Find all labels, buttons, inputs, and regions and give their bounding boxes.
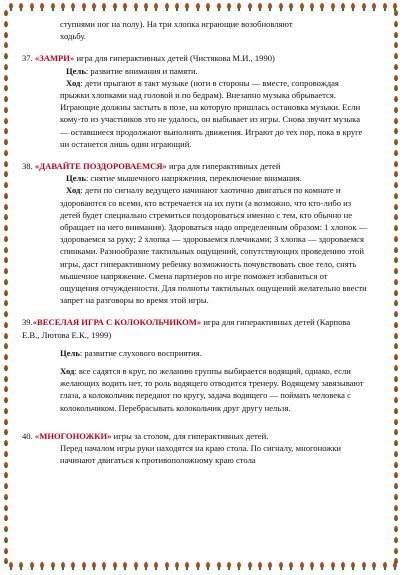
border-leaf-icon: [39, 3, 45, 11]
border-leaf-icon: [393, 204, 401, 210]
border-leaf-icon: [3, 161, 11, 167]
border-leaf-icon: [3, 365, 11, 371]
border-leaf-icon: [393, 333, 401, 339]
goal-label: Цель: [66, 65, 86, 76]
border-leaf-icon: [393, 376, 401, 382]
border-leaf-icon: [3, 451, 11, 457]
goal-text: : снятие мышечного напряжения, переключение внимания.: [85, 173, 302, 184]
border-leaf-icon: [393, 472, 401, 478]
game-subtitle: игра для гиперактивных детей: [166, 161, 281, 172]
border-leaf-icon: [236, 3, 242, 11]
border-leaf-icon: [143, 3, 149, 11]
border-leaf-icon: [205, 3, 211, 11]
border-leaf-icon: [257, 3, 263, 11]
border-leaf-icon: [226, 562, 232, 570]
border-leaf-icon: [174, 562, 180, 570]
border-leaf-icon: [393, 161, 401, 167]
border-leaf-icon: [393, 365, 401, 371]
border-leaf-icon: [340, 3, 346, 11]
move-text: : дети по сигналу ведущего начинают хаотично двигаться по комнате и здороваются со всеми, кто встречается на их пути (а возможно, что кто-либо из детей будет специально стремиться поздороваться именно с тем, кто обычно не обращает на него внимания). Здороваться надо определенным образом: 1 хлопок — здороваемся за руку; 2 хлопка — здороваемся плечиками; 3 хлопка — здороваемся спинками. Разнообразие тактильных ощущений, сопутствующих проведению этой игры, даст гиперактивному ребенку возможность почувствовать свое тело, снять мышечное напряжение. Смена партнеров по игре поможет избавиться от ощущения отчужденности. Для полноты тактильных ощущений желательно ввести запрет на разговоры во время этой игры.: [60, 185, 368, 306]
border-leaf-icon: [236, 562, 242, 570]
border-leaf-icon: [393, 354, 401, 360]
game-subtitle: игра для гиперактивных детей (Карпова Е.В., Лютова Е.К., 1999): [22, 317, 351, 340]
game-38-move: [60, 184, 368, 306]
border-leaf-icon: [70, 562, 76, 570]
border-leaf-icon: [393, 150, 401, 156]
border-leaf-icon: [3, 279, 11, 285]
game-title: «ДАВАЙТЕ ПОЗДОРОВАЕМСЯ»: [34, 161, 167, 172]
border-leaf-icon: [288, 562, 294, 570]
border-leaf-icon: [3, 472, 11, 478]
border-leaf-icon: [3, 64, 11, 70]
border-leaf-icon: [393, 279, 401, 285]
border-leaf-icon: [393, 429, 401, 435]
border-leaf-icon: [393, 257, 401, 263]
border-leaf-icon: [29, 562, 35, 570]
border-leaf-icon: [3, 171, 11, 177]
border-leaf-icon: [382, 562, 388, 570]
border-leaf-icon: [267, 3, 273, 11]
border-leaf-icon: [309, 562, 315, 570]
border-leaf-icon: [393, 526, 401, 532]
border-leaf-icon: [393, 537, 401, 543]
border-leaf-icon: [393, 290, 401, 296]
border-leaf-icon: [3, 494, 11, 500]
border-leaf-icon: [81, 562, 87, 570]
border-leaf-icon: [393, 451, 401, 457]
border-leaf-icon: [29, 3, 35, 11]
border-leaf-icon: [393, 42, 401, 48]
border-leaf-icon: [3, 268, 11, 274]
border-leaf-icon: [393, 505, 401, 511]
border-leaf-icon: [393, 214, 401, 220]
border-leaf-icon: [393, 236, 401, 242]
border-leaf-icon: [50, 562, 56, 570]
game-39-move: [60, 365, 368, 414]
border-leaf-icon: [393, 548, 401, 554]
border-leaf-icon: [393, 322, 401, 328]
border-leaf-icon: [393, 128, 401, 134]
goal-text: : развитие внимания и памяти.: [85, 65, 198, 76]
border-leaf-icon: [361, 3, 367, 11]
game-38-goal: [60, 172, 368, 184]
border-leaf-icon: [91, 562, 97, 570]
border-leaf-icon: [70, 3, 76, 11]
border-leaf-icon: [205, 562, 211, 570]
move-label: Ход: [66, 77, 81, 88]
border-leaf-icon: [393, 32, 401, 38]
move-text: : дети прыгают в такт музыке (ноги в стороны — вместе, сопровождая прыжки хлопками над головой и по бедрам). Внезапно музыка обрывается. Играющие должны застыть в позе, на которую пришлась остановка музыки. Если кому-то из участников это не удалось, он выбывает из игры. Снова звучит музыка — оставшиеся продолжают выполнять движения. Играют до тех пор, пока в круге ни останется лишь один играющий.: [60, 77, 363, 149]
border-leaf-icon: [393, 558, 401, 564]
border-leaf-icon: [3, 21, 11, 27]
border-leaf-icon: [3, 247, 11, 253]
goal-text: : развитие слухового восприятия.: [79, 347, 202, 358]
border-leaf-icon: [393, 225, 401, 231]
border-leaf-icon: [3, 505, 11, 511]
game-number: 40.: [22, 430, 33, 441]
game-38-heading: [22, 160, 368, 172]
border-leaf-icon: [3, 32, 11, 38]
border-leaf-icon: [319, 3, 325, 11]
border-leaf-icon: [393, 386, 401, 392]
intro-line-1: ступнями ног на полу). На три хлопка играющие возобновляют: [60, 19, 293, 29]
border-leaf-icon: [257, 562, 263, 570]
border-leaf-icon: [393, 311, 401, 317]
border-leaf-icon: [18, 3, 24, 11]
game-39-goal: [60, 347, 368, 359]
border-leaf-icon: [184, 562, 190, 570]
border-leaf-icon: [3, 397, 11, 403]
game-37-heading: [22, 52, 368, 64]
border-leaf-icon: [393, 193, 401, 199]
game-39-heading: [22, 316, 368, 340]
border-leaf-icon: [393, 300, 401, 306]
border-leaf-icon: [3, 440, 11, 446]
border-leaf-icon: [184, 3, 190, 11]
border-leaf-icon: [247, 3, 253, 11]
border-leaf-icon: [3, 75, 11, 81]
border-leaf-icon: [330, 3, 336, 11]
border-leaf-icon: [3, 257, 11, 263]
border-leaf-icon: [3, 139, 11, 145]
border-leaf-icon: [371, 562, 377, 570]
border-leaf-icon: [393, 107, 401, 113]
border-leaf-icon: [3, 343, 11, 349]
game-number: 39.: [22, 317, 33, 328]
border-leaf-icon: [3, 419, 11, 425]
move-label: Ход: [60, 366, 75, 377]
document-body: [22, 18, 368, 467]
border-leaf-icon: [164, 3, 170, 11]
border-leaf-icon: [393, 118, 401, 124]
move-text: Перед началом игры руки находятся на краю стола. По сигналу, многоножки начинают двигаться к противоположному краю стола: [60, 443, 341, 466]
border-leaf-icon: [278, 562, 284, 570]
border-leaf-icon: [393, 483, 401, 489]
border-leaf-icon: [133, 562, 139, 570]
border-leaf-icon: [393, 85, 401, 91]
border-leaf-icon: [18, 562, 24, 570]
border-leaf-icon: [3, 118, 11, 124]
border-leaf-icon: [247, 562, 253, 570]
border-leaf-icon: [3, 150, 11, 156]
border-leaf-icon: [330, 562, 336, 570]
border-leaf-icon: [143, 562, 149, 570]
border-leaf-icon: [3, 42, 11, 48]
game-number: 38.: [22, 161, 33, 172]
border-leaf-icon: [393, 462, 401, 468]
border-leaf-icon: [3, 236, 11, 242]
game-40-move: [60, 442, 368, 466]
border-leaf-icon: [3, 290, 11, 296]
decorative-border-left: [3, 10, 13, 565]
border-leaf-icon: [122, 562, 128, 570]
intro-line-2: ходьбу.: [60, 31, 86, 42]
border-leaf-icon: [3, 548, 11, 554]
border-leaf-icon: [393, 408, 401, 414]
border-leaf-icon: [3, 462, 11, 468]
border-leaf-icon: [393, 21, 401, 27]
border-leaf-icon: [3, 354, 11, 360]
border-leaf-icon: [3, 182, 11, 188]
border-leaf-icon: [195, 3, 201, 11]
border-leaf-icon: [393, 515, 401, 521]
border-leaf-icon: [3, 193, 11, 199]
border-leaf-icon: [3, 376, 11, 382]
game-title: «ВЕСЕЛАЯ ИГРА С КОЛОКОЛЬЧИКОМ»: [32, 317, 202, 328]
border-leaf-icon: [3, 558, 11, 564]
border-leaf-icon: [393, 247, 401, 253]
border-leaf-icon: [3, 311, 11, 317]
border-leaf-icon: [3, 214, 11, 220]
border-leaf-icon: [112, 562, 118, 570]
intro-paragraph: [60, 18, 368, 42]
border-leaf-icon: [60, 562, 66, 570]
border-leaf-icon: [3, 107, 11, 113]
border-leaf-icon: [153, 562, 159, 570]
border-leaf-icon: [3, 128, 11, 134]
border-leaf-icon: [393, 182, 401, 188]
decorative-border-right: [393, 10, 403, 565]
border-leaf-icon: [393, 397, 401, 403]
border-leaf-icon: [3, 96, 11, 102]
border-leaf-icon: [340, 562, 346, 570]
border-leaf-icon: [299, 562, 305, 570]
border-leaf-icon: [3, 204, 11, 210]
decorative-border-top: [8, 3, 398, 13]
border-leaf-icon: [3, 85, 11, 91]
border-leaf-icon: [319, 562, 325, 570]
border-leaf-icon: [39, 562, 45, 570]
border-leaf-icon: [393, 343, 401, 349]
goal-label: Цель: [60, 347, 80, 358]
game-40-heading: [22, 430, 368, 442]
border-leaf-icon: [3, 386, 11, 392]
game-subtitle: игры за столом, для гиперактивных детей.: [111, 430, 269, 441]
border-leaf-icon: [122, 3, 128, 11]
border-leaf-icon: [309, 3, 315, 11]
border-leaf-icon: [3, 322, 11, 328]
goal-label: Цель: [66, 173, 86, 184]
decorative-border-bottom: [8, 562, 398, 572]
border-leaf-icon: [3, 300, 11, 306]
border-leaf-icon: [226, 3, 232, 11]
border-leaf-icon: [361, 562, 367, 570]
border-leaf-icon: [216, 3, 222, 11]
border-leaf-icon: [101, 3, 107, 11]
border-leaf-icon: [393, 171, 401, 177]
border-leaf-icon: [288, 3, 294, 11]
move-text: : все садятся в круг, по желанию группы выбирается водящий, однако, если желающих водить нет, то роль водящего отводится тренеру. Водящему завязывают глаза, а колокольчик передают по кругу, задача водящего — поймать человека с колокольчиком. Перебрасывать колокольчик друг другу нельзя.: [60, 366, 364, 413]
game-number: 37.: [22, 53, 33, 64]
border-leaf-icon: [393, 494, 401, 500]
border-leaf-icon: [174, 3, 180, 11]
border-leaf-icon: [393, 64, 401, 70]
border-leaf-icon: [393, 268, 401, 274]
border-leaf-icon: [60, 3, 66, 11]
border-leaf-icon: [393, 419, 401, 425]
border-leaf-icon: [91, 3, 97, 11]
game-37-goal: [60, 65, 368, 77]
border-leaf-icon: [393, 96, 401, 102]
game-subtitle: игра для гиперактивных детей (Чистякова М.И., 1990): [74, 53, 275, 64]
border-leaf-icon: [3, 526, 11, 532]
border-leaf-icon: [371, 3, 377, 11]
border-leaf-icon: [299, 3, 305, 11]
move-label: Ход: [66, 185, 81, 196]
border-leaf-icon: [393, 440, 401, 446]
border-leaf-icon: [3, 225, 11, 231]
border-leaf-icon: [267, 562, 273, 570]
border-leaf-icon: [382, 3, 388, 11]
border-leaf-icon: [393, 139, 401, 145]
border-leaf-icon: [393, 53, 401, 59]
game-title: «МНОГОНОЖКИ»: [34, 430, 112, 441]
border-leaf-icon: [153, 3, 159, 11]
border-leaf-icon: [393, 10, 401, 16]
border-leaf-icon: [112, 3, 118, 11]
border-leaf-icon: [3, 515, 11, 521]
border-leaf-icon: [164, 562, 170, 570]
border-leaf-icon: [216, 562, 222, 570]
border-leaf-icon: [350, 3, 356, 11]
border-leaf-icon: [81, 3, 87, 11]
border-leaf-icon: [278, 3, 284, 11]
border-leaf-icon: [3, 10, 11, 16]
border-leaf-icon: [350, 562, 356, 570]
border-leaf-icon: [3, 429, 11, 435]
game-title: «ЗАМРИ»: [34, 53, 75, 64]
border-leaf-icon: [50, 3, 56, 11]
border-leaf-icon: [133, 3, 139, 11]
border-leaf-icon: [3, 483, 11, 489]
border-leaf-icon: [3, 408, 11, 414]
game-37-move: [60, 77, 368, 150]
border-leaf-icon: [195, 562, 201, 570]
border-leaf-icon: [393, 75, 401, 81]
border-leaf-icon: [101, 562, 107, 570]
border-leaf-icon: [3, 537, 11, 543]
border-leaf-icon: [3, 53, 11, 59]
border-leaf-icon: [3, 333, 11, 339]
